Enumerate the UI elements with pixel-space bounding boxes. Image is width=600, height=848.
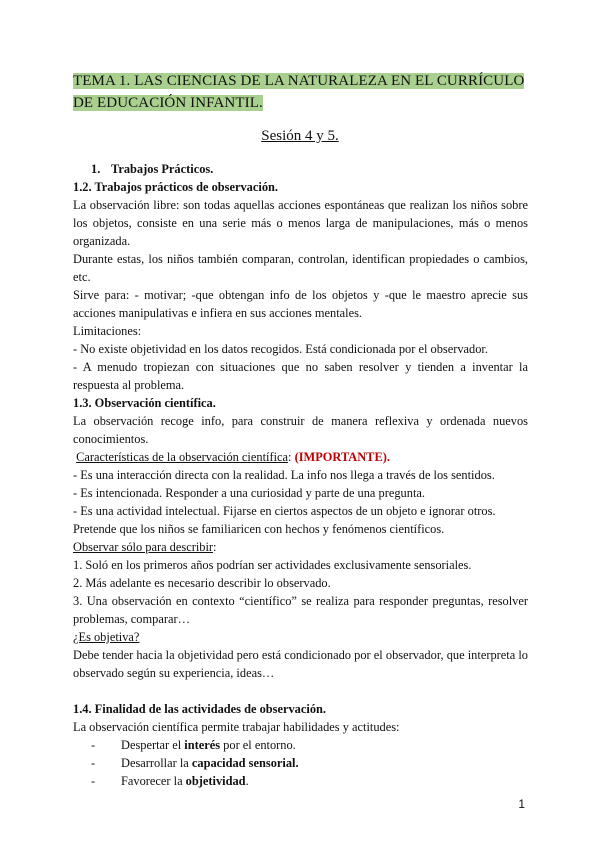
paragraph: - A menudo tropiezan con situaciones que no saben resolver y tienden a inventar la respuesta al problema. (73, 360, 528, 392)
colon: : (288, 450, 295, 464)
list-text: Favorecer la (121, 774, 186, 788)
page-number: 1 (518, 797, 525, 811)
characteristics-label: Características de la observación científica (76, 450, 289, 464)
paragraph: - Es una actividad intelectual. Fijarse en ciertos aspectos de un objeto e ignorar otros. (73, 504, 496, 518)
list-bold: capacidad sensorial. (191, 756, 299, 770)
list-text: por el entorno. (220, 738, 296, 752)
list-bold: objetividad (185, 774, 246, 788)
list-item (73, 772, 528, 790)
document-title (73, 70, 533, 114)
section-1-2-heading: 1.2. Trabajos prácticos de observación. (73, 180, 279, 194)
list-item (73, 754, 528, 772)
paragraph: 3. Una observación en contexto “científico” se realiza para responder preguntas, resolver problemas, comparar… (73, 594, 528, 626)
list-text: . (245, 774, 249, 788)
list-text: Despertar el (121, 738, 185, 752)
paragraph: Sirve para: - motivar; -que obtengan info de los objetos y -que le maestro aprecie sus acciones manipulativas e infiera en sus acciones mentales. (73, 288, 528, 320)
observe-line (73, 538, 528, 556)
paragraph: Durante estas, los niños también comparan, controlan, identifican propiedades o cambios, etc. (73, 252, 528, 284)
list-bold: interés (184, 738, 221, 752)
question-label: ¿Es objetiva? (73, 630, 140, 644)
section-1-number: 1. (91, 162, 101, 176)
observe-label: Observar sólo para describir (73, 540, 214, 554)
paragraph: Limitaciones: (73, 324, 142, 338)
paragraph: - Es una interacción directa con la realidad. La info nos llega a través de los sentidos. (73, 468, 495, 482)
paragraph: - Es intencionada. Responder a una curiosidad y parte de una pregunta. (73, 486, 425, 500)
spacer (73, 682, 528, 700)
paragraph: - No existe objetividad en los datos recogidos. Está condicionada por el observador. (73, 342, 488, 356)
dash-bullet: - (91, 756, 96, 770)
session-heading: Sesión 4 y 5. (261, 128, 339, 144)
document-body (73, 160, 528, 790)
paragraph: Debe tender hacia la objetividad pero está condicionado por el observador, que interpreta lo observado según su experiencia, ideas… (73, 648, 528, 680)
title-line-2: DE EDUCACIÓN INFANTIL. (73, 95, 263, 111)
section-1-3-heading: 1.3. Observación científica. (73, 396, 216, 410)
paragraph: Pretende que los niños se familiaricen con hechos y fenómenos científicos. (73, 522, 445, 536)
paragraph: 2. Más adelante es necesario describir lo observado. (73, 576, 331, 590)
characteristics-line (73, 448, 528, 466)
paragraph: 1. Soló en los primeros años podrían ser actividades exclusivamente sensoriales. (73, 558, 472, 572)
colon: : (213, 540, 217, 554)
paragraph: La observación libre: son todas aquellas acciones espontáneas que realizan los niños sobre los objetos, consiste en una serie más o menos larga de manipulaciones, más o menos organizada. (73, 198, 528, 248)
dash-bullet: - (91, 774, 96, 788)
section-1-heading (73, 160, 528, 178)
paragraph: La observación recoge info, para construir de manera reflexiva y ordenada nuevos conocimientos. (73, 414, 528, 446)
paragraph: La observación científica permite trabajar habilidades y actitudes: (73, 720, 400, 734)
list-text: Desarrollar la (121, 756, 192, 770)
title-line-1: TEMA 1. LAS CIENCIAS DE LA NATURALEZA EN EL CURRÍCULO (73, 73, 525, 89)
section-1-4-heading: 1.4. Finalidad de las actividades de observación. (73, 702, 326, 716)
list-item (73, 736, 528, 754)
section-1-label: Trabajos Prácticos. (111, 162, 214, 176)
important-tag: (IMPORTANTE). (294, 450, 390, 464)
dash-bullet: - (91, 738, 96, 752)
